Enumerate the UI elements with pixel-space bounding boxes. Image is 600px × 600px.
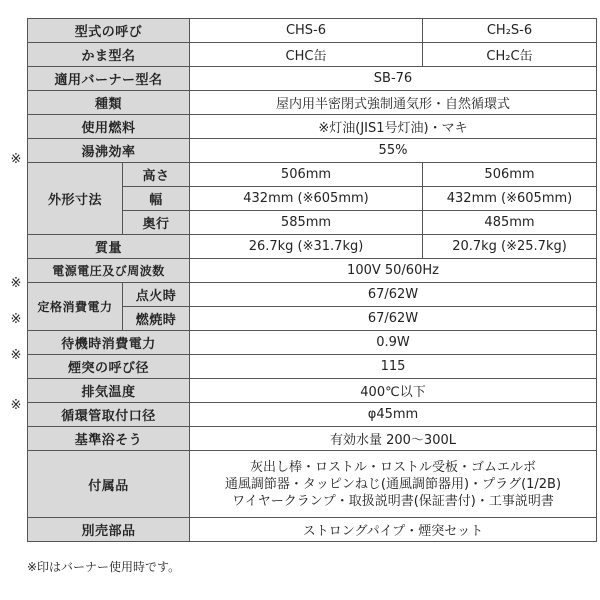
label-accessories: 付属品 — [28, 451, 190, 518]
label-efficiency: 湯沸効率 — [28, 139, 190, 163]
label-height: 高さ — [123, 163, 190, 187]
value-depth-1: 585mm — [190, 211, 423, 235]
label-kind: 種類 — [28, 91, 190, 115]
value-width-1: 432mm (※605mm) — [190, 187, 423, 211]
label-dimensions: 外形寸法 — [28, 163, 123, 235]
value-kind: 屋内用半密閉式強制通気形・自然循環式 — [190, 91, 597, 115]
value-power: 100V 50/60Hz — [190, 259, 597, 283]
value-standby: 0.9W — [190, 331, 597, 355]
value-kettle-type-1: CHC缶 — [190, 43, 423, 67]
label-width: 幅 — [123, 187, 190, 211]
value-depth-2: 485mm — [423, 211, 597, 235]
value-burner: SB-76 — [190, 67, 597, 91]
row-pipe — [28, 403, 597, 427]
label-chimney: 煙突の呼び径 — [28, 355, 190, 379]
value-bath: 有効水量 200〜300L — [190, 427, 597, 451]
label-standby: 待機時消費電力 — [28, 331, 190, 355]
footnote: ※印はバーナー使用時です。 — [27, 560, 181, 574]
burner-mark-standby: ※ — [10, 348, 22, 363]
row-efficiency — [28, 139, 597, 163]
row-power — [28, 259, 597, 283]
row-kettle-type — [28, 43, 597, 67]
row-sold-separately — [28, 518, 597, 542]
value-sold-separately: ストロングパイプ・煙突セット — [190, 518, 597, 542]
label-combustion: 燃焼時 — [123, 307, 190, 331]
label-bath: 基準浴そう — [28, 427, 190, 451]
row-rated-ignition — [28, 283, 597, 307]
value-efficiency: 55% — [190, 139, 597, 163]
row-accessories — [28, 451, 597, 518]
label-kettle-type: かま型名 — [28, 43, 190, 67]
label-pipe: 循環管取付口径 — [28, 403, 190, 427]
burner-mark-rated-power: ※ — [10, 312, 22, 327]
value-model-name-1: CHS-6 — [190, 19, 423, 43]
label-rated-power: 定格消費電力 — [28, 283, 123, 331]
value-mass-1: 26.7kg (※31.7kg) — [190, 235, 423, 259]
row-fuel — [28, 115, 597, 139]
accessories-line-2: 通風調節器・タッピンねじ(通風調節器用)・プラグ(1/2B) — [224, 476, 562, 492]
label-mass: 質量 — [28, 235, 190, 259]
row-dim-height — [28, 163, 597, 187]
row-mass — [28, 235, 597, 259]
value-width-2: 432mm (※605mm) — [423, 187, 597, 211]
label-exhaust: 排気温度 — [28, 379, 190, 403]
value-combustion: 67/62W — [190, 307, 597, 331]
row-standby — [28, 331, 597, 355]
label-power: 電源電圧及び周波数 — [28, 259, 190, 283]
row-model-name — [28, 19, 597, 43]
value-accessories — [190, 451, 597, 518]
burner-mark-exhaust: ※ — [10, 398, 22, 413]
row-exhaust — [28, 379, 597, 403]
accessories-line-3: ワイヤークランプ・取扱説明書(保証書付)・工事説明書 — [232, 493, 554, 509]
value-pipe: φ45mm — [190, 403, 597, 427]
label-fuel: 使用燃料 — [28, 115, 190, 139]
accessories-line-1: 灰出し棒・ロストル・ロストル受板・ゴムエルボ — [249, 459, 536, 475]
label-ignition: 点火時 — [123, 283, 190, 307]
spec-table — [27, 18, 597, 542]
value-height-2: 506mm — [423, 163, 597, 187]
row-burner — [28, 67, 597, 91]
value-height-1: 506mm — [190, 163, 423, 187]
label-burner: 適用バーナー型名 — [28, 67, 190, 91]
burner-mark-power: ※ — [10, 276, 22, 291]
row-bath — [28, 427, 597, 451]
value-fuel: ※灯油(JIS1号灯油)・マキ — [190, 115, 597, 139]
row-kind — [28, 91, 597, 115]
value-model-name-2: CH₂S-6 — [423, 19, 597, 43]
value-ignition: 67/62W — [190, 283, 597, 307]
label-model-name: 型式の呼び — [28, 19, 190, 43]
value-mass-2: 20.7kg (※25.7kg) — [423, 235, 597, 259]
label-depth: 奥行 — [123, 211, 190, 235]
value-chimney: 115 — [190, 355, 597, 379]
value-kettle-type-2: CH₂C缶 — [423, 43, 597, 67]
row-chimney — [28, 355, 597, 379]
value-exhaust: 400℃以下 — [190, 379, 597, 403]
burner-mark-efficiency: ※ — [10, 152, 22, 167]
label-sold-separately: 別売部品 — [28, 518, 190, 542]
